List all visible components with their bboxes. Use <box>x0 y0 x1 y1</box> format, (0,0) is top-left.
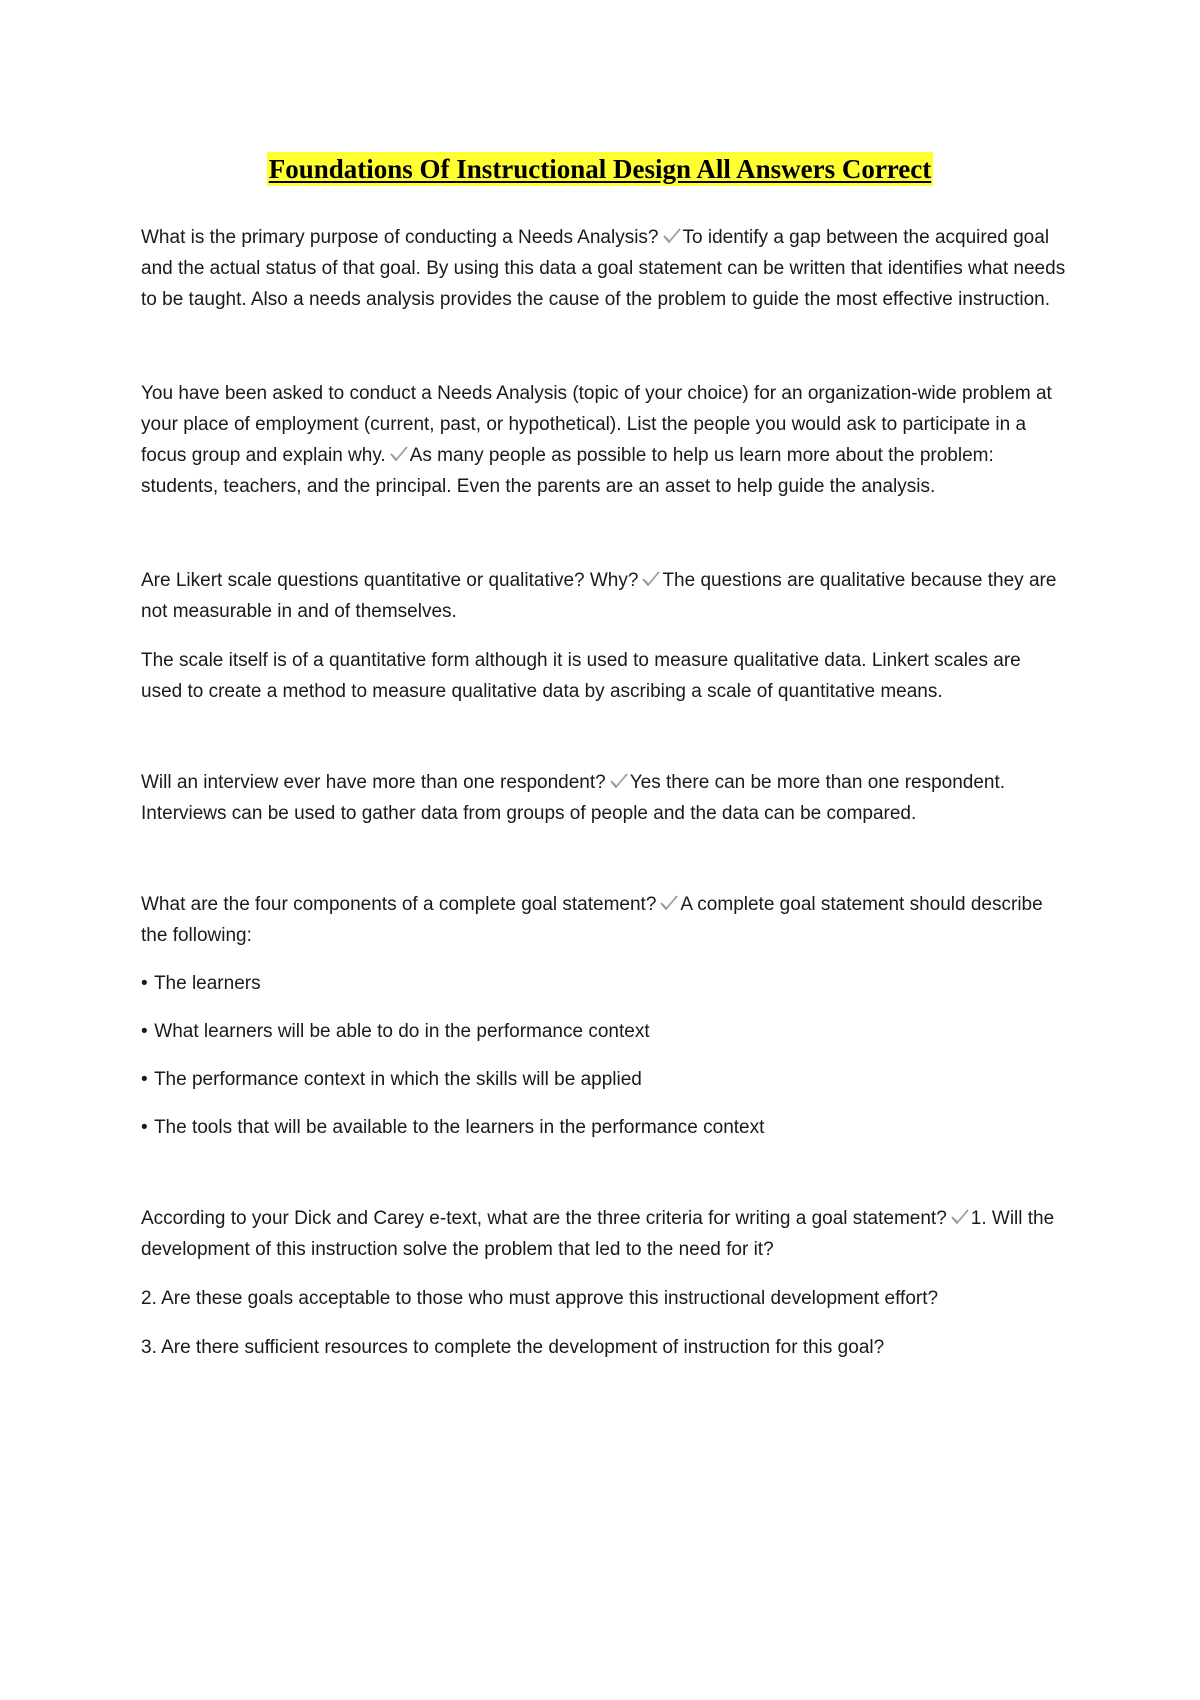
check-mark-icon <box>950 1208 970 1226</box>
qa-item-4 <box>141 767 1066 829</box>
check-mark-icon <box>659 894 679 912</box>
qa-paragraph <box>141 565 1066 627</box>
question-text: What is the primary purpose of conducting a Needs Analysis? <box>141 227 659 248</box>
qa-item-3 <box>141 565 1066 707</box>
bullet-text: The tools that will be available to the learners in the performance context <box>153 1117 765 1138</box>
qa-item-5 <box>141 889 1066 1143</box>
bullet-item <box>141 968 1066 999</box>
check-mark-icon <box>662 227 682 245</box>
bullet-item <box>141 1112 1066 1143</box>
bullet-glyph: • <box>141 973 148 994</box>
bullet-glyph: • <box>141 1117 148 1138</box>
qa-item-6 <box>141 1203 1066 1363</box>
qa-paragraph <box>141 889 1066 951</box>
question-text: You have been asked to conduct a Needs Analysis (topic of your choice) for an organization-wide problem at your place of employment (current, past, or hypothetical). List the people you would ask to participate in a focus group and explain why. <box>141 383 1052 466</box>
bullet-item <box>141 1064 1066 1095</box>
bullet-text: The performance context in which the skills will be applied <box>153 1069 642 1090</box>
document-body <box>141 222 1066 1363</box>
question-text: What are the four components of a complete goal statement? <box>141 894 657 915</box>
bullet-glyph: • <box>141 1021 148 1042</box>
check-mark-icon <box>641 570 661 588</box>
qa-paragraph <box>141 378 1066 502</box>
question-text: According to your Dick and Carey e-text, what are the three criteria for writing a goal statement? <box>141 1208 947 1229</box>
qa-paragraph <box>141 767 1066 829</box>
answer-text: As many people as possible to help us learn more about the problem: students, teachers, and the principal. Even the parents are an asset to help guide the analysis. <box>141 445 994 497</box>
qa-item-1 <box>141 222 1066 315</box>
answer-text: To identify a gap between the acquired goal and the actual status of that goal. By using this data a goal statement can be written that identifies what needs to be taught. Also a needs analysis provides the cause of the problem to guide the most effective instruction. <box>141 227 1066 310</box>
qa-paragraph <box>141 1203 1066 1265</box>
answer-extra-paragraph: 3. Are there sufficient resources to complete the development of instruction for this goal? <box>141 1337 885 1358</box>
title-container <box>0 152 1200 186</box>
answer-extra-paragraph: The scale itself is of a quantitative form although it is used to measure qualitative data. Linkert scales are used to create a method to measure qualitative data by ascribing a scale of quantitative means. <box>141 650 1021 702</box>
check-mark-icon <box>609 772 629 790</box>
answer-text: 1. Will the development of this instruction solve the problem that led to the need for it? <box>141 1208 1055 1260</box>
answer-text: A complete goal statement should describe the following: <box>141 894 1043 946</box>
document-title: Foundations Of Instructional Design All Answers Correct <box>268 154 932 184</box>
bullet-text: What learners will be able to do in the performance context <box>154 1021 650 1042</box>
answer-extra-paragraph: 2. Are these goals acceptable to those who must approve this instructional development effort? <box>141 1288 939 1309</box>
bullet-glyph: • <box>141 1069 148 1090</box>
answer-text: The questions are qualitative because they are not measurable in and of themselves. <box>141 570 1057 622</box>
bullet-text: The learners <box>153 973 261 994</box>
qa-item-2 <box>141 378 1066 502</box>
answer-text: Yes there can be more than one respondent. Interviews can be used to gather data from groups of people and the data can be compared. <box>141 772 1006 824</box>
check-mark-icon <box>389 445 409 463</box>
question-text: Are Likert scale questions quantitative or qualitative? Why? <box>141 570 639 591</box>
question-text: Will an interview ever have more than one respondent? <box>141 772 606 793</box>
qa-paragraph <box>141 222 1066 315</box>
bullet-item <box>141 1016 1066 1047</box>
